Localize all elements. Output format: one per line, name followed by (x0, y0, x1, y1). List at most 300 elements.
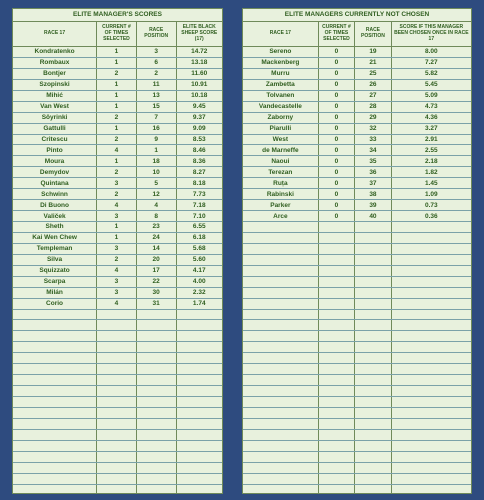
score-cell (391, 364, 471, 375)
race-position-cell (136, 484, 176, 494)
manager-name-cell: Piarulli (243, 123, 318, 134)
table-row (243, 145, 471, 156)
manager-name-cell: Quintana (13, 178, 97, 189)
times-selected-cell: 0 (318, 211, 354, 222)
race-position-cell: 5 (136, 178, 176, 189)
score-cell: 8.36 (176, 156, 222, 167)
race-position-cell (355, 375, 391, 386)
score-cell (391, 254, 471, 265)
race-position-cell (136, 473, 176, 484)
score-cell (176, 386, 222, 397)
race-position-cell: 27 (355, 90, 391, 101)
score-cell (391, 386, 471, 397)
times-selected-cell (318, 331, 354, 342)
manager-name-cell (243, 397, 318, 408)
race-position-cell (355, 462, 391, 473)
times-selected-cell: 3 (97, 178, 137, 189)
times-selected-cell (318, 386, 354, 397)
col-header-race-position: RACE POSITION (355, 22, 391, 47)
manager-name-cell (13, 407, 97, 418)
times-selected-cell (97, 484, 137, 494)
race-position-cell: 39 (355, 200, 391, 211)
times-selected-cell (318, 418, 354, 429)
times-selected-cell: 0 (318, 112, 354, 123)
empty-row (13, 407, 222, 418)
empty-row (243, 353, 471, 364)
table-row (13, 287, 222, 298)
times-selected-cell (318, 440, 354, 451)
score-cell: 8.27 (176, 167, 222, 178)
times-selected-cell: 4 (97, 298, 137, 309)
race-position-cell: 22 (136, 276, 176, 287)
times-selected-cell (318, 353, 354, 364)
manager-name-cell (243, 243, 318, 254)
manager-name-cell: Naoui (243, 156, 318, 167)
race-position-cell (136, 440, 176, 451)
race-position-cell (136, 342, 176, 353)
race-position-cell: 36 (355, 167, 391, 178)
manager-name-cell (13, 451, 97, 462)
times-selected-cell: 3 (97, 211, 137, 222)
empty-row (243, 298, 471, 309)
score-cell (176, 462, 222, 473)
table-row (243, 178, 471, 189)
manager-name-cell: Tolvanen (243, 90, 318, 101)
elite-scores-table (13, 22, 222, 494)
score-cell: 5.45 (391, 79, 471, 90)
score-cell: 8.18 (176, 178, 222, 189)
empty-row (13, 309, 222, 320)
manager-name-cell (243, 462, 318, 473)
manager-name-cell (243, 331, 318, 342)
manager-name-cell: Bontjer (13, 68, 97, 79)
times-selected-cell (318, 429, 354, 440)
score-cell (391, 222, 471, 233)
race-position-cell: 34 (355, 145, 391, 156)
score-cell: 4.00 (176, 276, 222, 287)
times-selected-cell: 0 (318, 178, 354, 189)
manager-name-cell (243, 407, 318, 418)
times-selected-cell (318, 451, 354, 462)
empty-row (13, 484, 222, 494)
race-position-cell (136, 386, 176, 397)
score-cell: 9.09 (176, 123, 222, 134)
empty-row (243, 232, 471, 243)
table-row (243, 156, 471, 167)
empty-row (243, 364, 471, 375)
score-cell (176, 407, 222, 418)
score-cell (391, 440, 471, 451)
empty-row (243, 418, 471, 429)
manager-name-cell (13, 331, 97, 342)
table-row (13, 112, 222, 123)
score-cell (176, 342, 222, 353)
col-header-potential-score: SCORE IF THIS MANAGER BEEN CHOSEN ONCE IN RACE 17 (391, 22, 471, 47)
manager-name-cell (243, 222, 318, 233)
score-cell: 4.73 (391, 101, 471, 112)
manager-name-cell: Kai Wen Chew (13, 232, 97, 243)
race-position-cell: 37 (355, 178, 391, 189)
score-cell: 1.74 (176, 298, 222, 309)
race-position-cell: 10 (136, 167, 176, 178)
score-cell (391, 232, 471, 243)
score-cell (176, 309, 222, 320)
score-cell (176, 418, 222, 429)
empty-row (243, 309, 471, 320)
table-row (13, 145, 222, 156)
score-cell (176, 375, 222, 386)
times-selected-cell (97, 473, 137, 484)
manager-name-cell: Rabinski (243, 189, 318, 200)
score-cell: 1.82 (391, 167, 471, 178)
times-selected-cell (318, 276, 354, 287)
race-position-cell: 28 (355, 101, 391, 112)
score-cell (176, 397, 222, 408)
race-position-cell (355, 353, 391, 364)
empty-row (13, 353, 222, 364)
race-position-cell: 35 (355, 156, 391, 167)
times-selected-cell (318, 309, 354, 320)
manager-name-cell (13, 429, 97, 440)
race-position-cell: 16 (136, 123, 176, 134)
empty-row (243, 397, 471, 408)
empty-row (243, 320, 471, 331)
manager-name-cell: Demydov (13, 167, 97, 178)
table-row (13, 254, 222, 265)
times-selected-cell (318, 407, 354, 418)
score-cell: 7.73 (176, 189, 222, 200)
empty-row (243, 331, 471, 342)
manager-name-cell: West (243, 134, 318, 145)
times-selected-cell: 4 (97, 265, 137, 276)
empty-row (243, 254, 471, 265)
table-row (243, 68, 471, 79)
manager-name-cell: Moura (13, 156, 97, 167)
table-row (13, 57, 222, 68)
manager-name-cell (13, 375, 97, 386)
empty-row (13, 320, 222, 331)
manager-name-cell: Milán (13, 287, 97, 298)
race-position-cell (355, 440, 391, 451)
race-position-cell (355, 473, 391, 484)
manager-name-cell: Arce (243, 211, 318, 222)
table-row (243, 167, 471, 178)
manager-name-cell (13, 386, 97, 397)
manager-name-cell: Kondratenko (13, 47, 97, 58)
score-cell (176, 429, 222, 440)
times-selected-cell: 2 (97, 189, 137, 200)
times-selected-cell: 0 (318, 134, 354, 145)
manager-name-cell (13, 462, 97, 473)
race-position-cell (355, 320, 391, 331)
race-position-cell (355, 451, 391, 462)
empty-row (13, 375, 222, 386)
times-selected-cell (318, 375, 354, 386)
empty-row (13, 364, 222, 375)
table-row (13, 243, 222, 254)
manager-name-cell (13, 364, 97, 375)
times-selected-cell: 3 (97, 287, 137, 298)
table-row (13, 222, 222, 233)
manager-name-cell (13, 320, 97, 331)
score-cell: 11.60 (176, 68, 222, 79)
table-row (243, 200, 471, 211)
manager-name-cell: Zaborny (243, 112, 318, 123)
times-selected-cell (318, 397, 354, 408)
manager-name-cell: Schwinn (13, 189, 97, 200)
score-cell: 4.17 (176, 265, 222, 276)
times-selected-cell: 0 (318, 47, 354, 58)
not-chosen-table (243, 22, 471, 494)
race-position-cell (136, 462, 176, 473)
race-position-cell (355, 287, 391, 298)
race-position-cell (355, 342, 391, 353)
manager-name-cell: Vandecastelle (243, 101, 318, 112)
score-cell (391, 331, 471, 342)
table-row (243, 123, 471, 134)
col-header-race-position: RACE POSITION (136, 22, 176, 47)
manager-name-cell: Corio (13, 298, 97, 309)
manager-name-cell (13, 418, 97, 429)
manager-name-cell (243, 254, 318, 265)
times-selected-cell: 1 (97, 232, 137, 243)
score-cell: 10.91 (176, 79, 222, 90)
race-position-cell: 26 (355, 79, 391, 90)
table-row (13, 298, 222, 309)
times-selected-cell: 4 (97, 200, 137, 211)
times-selected-cell (318, 222, 354, 233)
score-cell (391, 484, 471, 494)
times-selected-cell: 2 (97, 68, 137, 79)
table-row (13, 134, 222, 145)
times-selected-cell: 0 (318, 79, 354, 90)
table-row (13, 178, 222, 189)
race-position-cell: 12 (136, 189, 176, 200)
score-cell (176, 331, 222, 342)
empty-row (243, 429, 471, 440)
times-selected-cell (318, 232, 354, 243)
empty-row (13, 473, 222, 484)
score-cell: 6.55 (176, 222, 222, 233)
empty-row (243, 451, 471, 462)
score-cell: 2.18 (391, 156, 471, 167)
race-position-cell: 31 (136, 298, 176, 309)
times-selected-cell (97, 331, 137, 342)
times-selected-cell: 0 (318, 57, 354, 68)
race-position-cell: 23 (136, 222, 176, 233)
score-cell: 5.09 (391, 90, 471, 101)
times-selected-cell: 0 (318, 167, 354, 178)
manager-name-cell (13, 309, 97, 320)
table-row (13, 189, 222, 200)
manager-name-cell: Squizzato (13, 265, 97, 276)
score-cell: 10.18 (176, 90, 222, 101)
times-selected-cell: 0 (318, 68, 354, 79)
race-position-cell: 4 (136, 200, 176, 211)
manager-name-cell: Critescu (13, 134, 97, 145)
race-position-cell (355, 276, 391, 287)
manager-name-cell: Murru (243, 68, 318, 79)
score-cell: 5.60 (176, 254, 222, 265)
empty-row (13, 418, 222, 429)
manager-name-cell (13, 353, 97, 364)
score-cell: 2.91 (391, 134, 471, 145)
score-cell (391, 407, 471, 418)
times-selected-cell: 0 (318, 123, 354, 134)
times-selected-cell (318, 473, 354, 484)
race-position-cell: 29 (355, 112, 391, 123)
times-selected-cell: 0 (318, 156, 354, 167)
table-row (243, 112, 471, 123)
empty-row (243, 243, 471, 254)
manager-name-cell: Scarpa (13, 276, 97, 287)
race-position-cell (136, 451, 176, 462)
score-cell (176, 440, 222, 451)
manager-name-cell (243, 473, 318, 484)
race-position-cell (136, 364, 176, 375)
race-position-cell: 19 (355, 47, 391, 58)
manager-name-cell: Ruța (243, 178, 318, 189)
score-cell (176, 364, 222, 375)
race-position-cell: 21 (355, 57, 391, 68)
table-row (13, 200, 222, 211)
score-cell: 4.36 (391, 112, 471, 123)
race-position-cell: 30 (136, 287, 176, 298)
race-position-cell: 15 (136, 101, 176, 112)
score-cell: 7.18 (176, 200, 222, 211)
race-position-cell: 11 (136, 79, 176, 90)
table-row (243, 90, 471, 101)
table-row (13, 68, 222, 79)
times-selected-cell: 1 (97, 47, 137, 58)
times-selected-cell (97, 397, 137, 408)
race-position-cell (136, 375, 176, 386)
times-selected-cell (97, 320, 137, 331)
score-cell (391, 342, 471, 353)
table-row (13, 265, 222, 276)
empty-row (13, 397, 222, 408)
race-position-cell (355, 418, 391, 429)
score-cell: 0.73 (391, 200, 471, 211)
race-position-cell (136, 429, 176, 440)
times-selected-cell: 1 (97, 123, 137, 134)
empty-row (13, 451, 222, 462)
score-cell (391, 265, 471, 276)
score-cell: 8.00 (391, 47, 471, 58)
race-position-cell: 20 (136, 254, 176, 265)
times-selected-cell: 4 (97, 145, 137, 156)
empty-row (243, 440, 471, 451)
race-position-cell (355, 254, 391, 265)
score-cell (391, 397, 471, 408)
manager-name-cell (13, 440, 97, 451)
score-cell: 8.46 (176, 145, 222, 156)
race-position-cell (136, 397, 176, 408)
score-cell: 9.37 (176, 112, 222, 123)
empty-row (13, 440, 222, 451)
manager-name-cell (243, 484, 318, 494)
table-row (13, 90, 222, 101)
header-row (13, 22, 222, 47)
empty-row (243, 276, 471, 287)
score-cell: 1.45 (391, 178, 471, 189)
table-row (243, 101, 471, 112)
race-position-cell: 25 (355, 68, 391, 79)
race-position-cell: 40 (355, 211, 391, 222)
times-selected-cell (318, 254, 354, 265)
times-selected-cell: 2 (97, 167, 137, 178)
manager-name-cell: Templeman (13, 243, 97, 254)
manager-name-cell: Rombaux (13, 57, 97, 68)
score-cell (176, 451, 222, 462)
race-position-cell (355, 484, 391, 494)
empty-row (243, 386, 471, 397)
score-cell: 6.18 (176, 232, 222, 243)
table-row (243, 189, 471, 200)
manager-name-cell (243, 429, 318, 440)
empty-row (243, 222, 471, 233)
score-cell (391, 353, 471, 364)
score-cell (176, 484, 222, 494)
times-selected-cell (97, 407, 137, 418)
col-header-race: RACE 17 (243, 22, 318, 47)
race-position-cell: 14 (136, 243, 176, 254)
race-position-cell: 9 (136, 134, 176, 145)
col-header-times-selected: CURRENT # OF TIMES SELECTED (318, 22, 354, 47)
race-position-cell (355, 386, 391, 397)
times-selected-cell: 0 (318, 101, 354, 112)
empty-row (243, 473, 471, 484)
times-selected-cell (318, 462, 354, 473)
race-position-cell (136, 331, 176, 342)
empty-row (13, 386, 222, 397)
manager-name-cell: Szopinski (13, 79, 97, 90)
table-row (13, 167, 222, 178)
race-position-cell (355, 265, 391, 276)
score-cell (391, 320, 471, 331)
score-cell: 7.27 (391, 57, 471, 68)
score-cell: 1.09 (391, 189, 471, 200)
score-cell (391, 375, 471, 386)
manager-name-cell (243, 440, 318, 451)
race-position-cell (355, 331, 391, 342)
times-selected-cell (97, 386, 137, 397)
score-cell (391, 451, 471, 462)
times-selected-cell (318, 298, 354, 309)
times-selected-cell (318, 320, 354, 331)
race-position-cell: 33 (355, 134, 391, 145)
score-cell: 14.72 (176, 47, 222, 58)
manager-name-cell (243, 309, 318, 320)
table-row (243, 134, 471, 145)
score-cell: 2.55 (391, 145, 471, 156)
race-position-cell: 32 (355, 123, 391, 134)
empty-row (13, 331, 222, 342)
times-selected-cell: 1 (97, 156, 137, 167)
table-row (243, 57, 471, 68)
times-selected-cell: 2 (97, 134, 137, 145)
manager-name-cell: Van West (13, 101, 97, 112)
score-cell: 8.53 (176, 134, 222, 145)
race-position-cell (136, 320, 176, 331)
race-position-cell (136, 309, 176, 320)
table-row (13, 276, 222, 287)
empty-row (243, 407, 471, 418)
times-selected-cell (318, 287, 354, 298)
race-position-cell: 38 (355, 189, 391, 200)
score-cell (176, 473, 222, 484)
race-position-cell (355, 364, 391, 375)
